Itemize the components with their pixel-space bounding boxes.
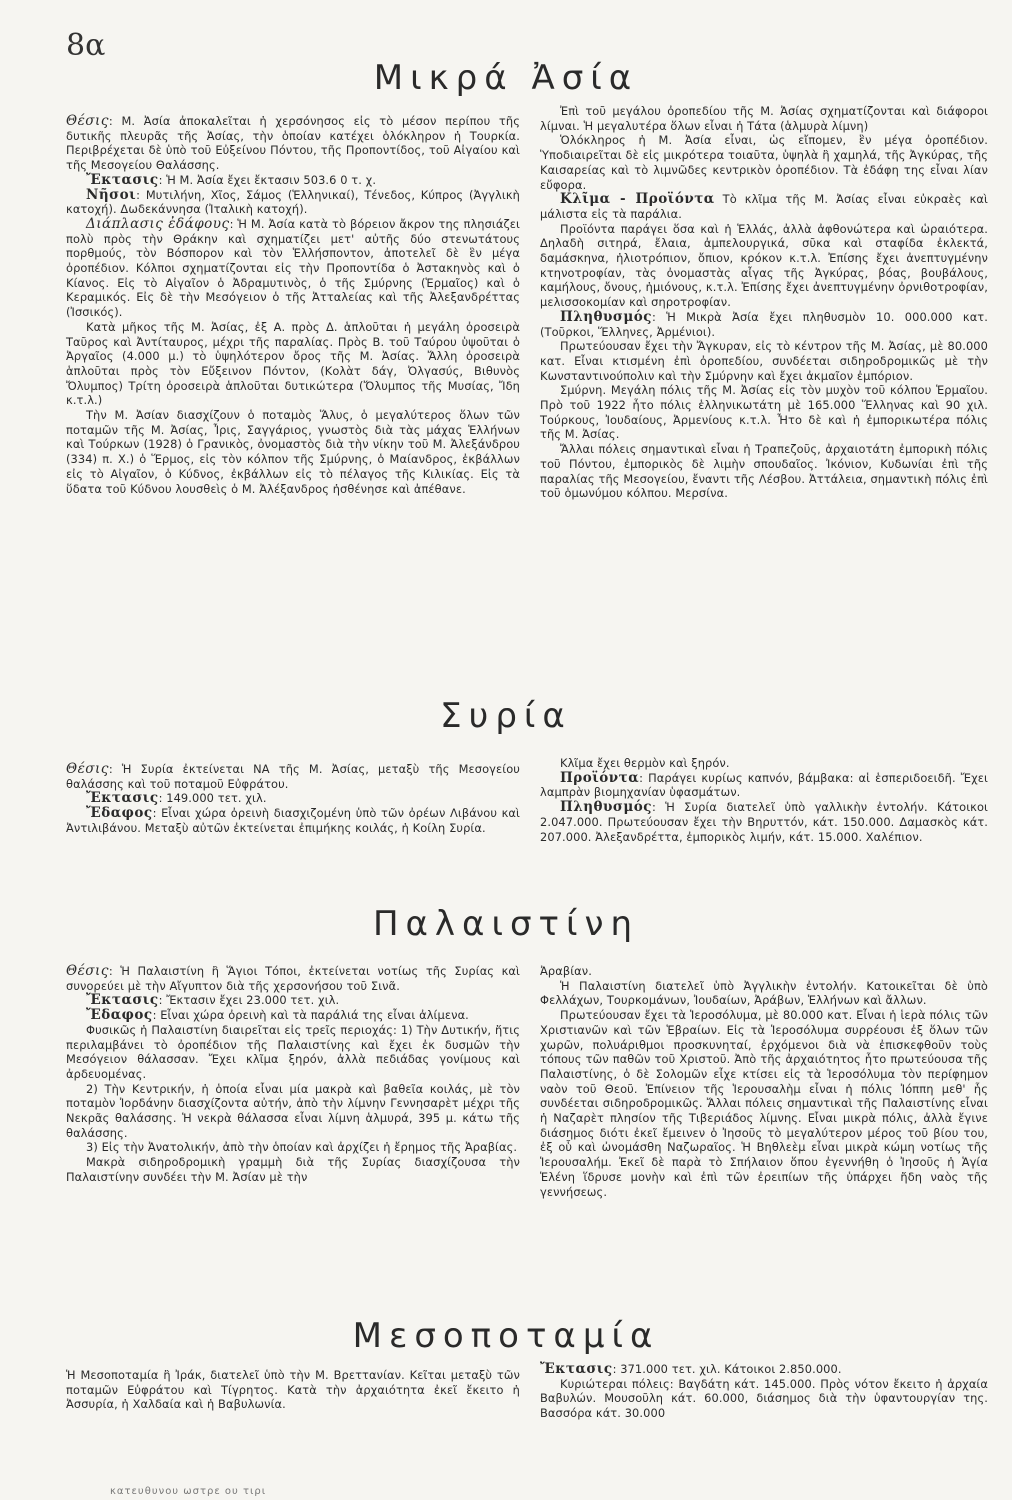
paragraph-text: Σμύρνη. Μεγάλη πόλις τῆς Μ. Ἀσίας εἰς τὸν μυχὸν τοῦ κόλπου Ἑρμαῖου. Πρὸ τοῦ 1922 ἦτο πόλις ἑλληνικωτάτη μὲ 165.000 Ἕλληνας καὶ 90 χιλ. Τούρκους, Ἰουδαίους, Ἀρμενίους κ.τ.λ. Ἦτο δὲ καὶ ἡ ἐμπορικωτέρα πόλις τῆς Μ. Ἀσίας. [540,383,988,442]
paragraph [540,1008,988,1199]
paragraph-heading: Ἔδαφος [86,805,153,822]
paragraph-text: Ἄλλαι πόλεις σημαντικαὶ εἶναι ἡ Τραπεζοῦς, ἀρχαιοτάτη ἐμπορικὴ πόλις τοῦ Πόντου, ἐμπορικὸς δὲ λιμὴν σπουδαῖος. Ἰκόνιον, Κυδωνίαι ἐπὶ τῆς παραλίας τῆς Μεσογείου, ἔναντι τῆς Λέσβου. Ἀττάλεια, σημαντικὴ πόλις ἐπὶ τοῦ ὁμωνύμου κόλπου. Μερσίνα. [540,442,988,501]
paragraph-text: Προϊόντα παράγει ὅσα καὶ ἡ Ἑλλάς, ἀλλὰ ἀφθονώτερα καὶ ὡραιότερα. Δηλαδὴ σιτηρά, ἔλαια, ἀμπελουργικά, σῦκα καὶ σταφίδα ἐκλεκτά, δαμάσκηνα, ἡλιοτρόπιον, ὄπιον, κρόκον κ.τ.λ. Ἐπίσης ἔχει ἀνεπτυγμένην κτηνοτροφίαν, τὰς ὀνομαστὰς αἶγας τῆς Ἀγκύρας, βόας, βουβάλους, καμήλους, ὄνους, ἡμιόνους, κ.τ.λ. Ἐπίσης ἔχει ἀνεπτυγμένην ὀρνιθοτροφίαν, μελισσοκομίαν καὶ σηροτροφίαν. [540,221,988,310]
paragraph [540,104,988,133]
paragraph [540,800,988,844]
paragraph-text: Ἡ Μεσοποταμία ἢ Ἰράκ, διατελεῖ ὑπὸ τὴν Μ. Βρεττανίαν. Κεῖται μεταξὺ τῶν ποταμῶν Εὐφράτου καὶ Τίγρητος. Κατὰ τὴν ἀρχαιότητα ἐκεῖ ἔκειτο ἡ Ἀσσυρία, ἡ Χαλδαία καὶ ἡ Βαβυλωνία. [66,1368,520,1412]
paragraph [66,806,520,835]
paragraph-text: Ἀραβίαν. [540,964,592,978]
paragraph [66,408,520,496]
paragraph-text: : 371.000 τετ. χιλ. Κάτοικοι 2.850.000. [612,1362,842,1376]
paragraph [66,964,520,993]
syria-right-column [540,756,988,844]
paragraph [66,1140,520,1155]
paragraph-text: : Μ. Ἀσία ἀποκαλεῖται ἡ χερσόνησος εἰς τὸ μέσον περίπου τῆς δυτικῆς πλευρᾶς τῆς Ἀσίας, τὴν ὁποίαν κατέχει ὁλόκληρον ἡ Τουρκία. Περιβρέχεται δὲ ὑπὸ τοῦ Εὐξείνου Πόντου, τῆς Προποντίδος, τοῦ Αἰγαίου καὶ τῆς Μεσογείου Θαλάσσης. [66,114,520,173]
mesopotamia-right-column [540,1362,988,1421]
paragraph-heading: Πληθυσμός [560,799,652,816]
paragraph-heading: Ἔκτασις [540,1361,613,1377]
paragraph-text: Κατὰ μῆκος τῆς Μ. Ἀσίας, ἐξ Α. πρὸς Δ. ἁπλοῦται ἡ μεγάλη ὀροσειρὰ Ταῦρος καὶ Ἀντίταυρος, μέχρι τῆς παραλίας. Πρὸς Β. τοῦ Ταύρου ὑψοῦται ὁ Ἀργαῖος (4.000 μ.) τὸ ὑψηλότερον ὄρος τῆς Μ. Ἀσίας. Ἄλλη ὀροσειρὰ ἁπλοῦται πρὸς τὸν Εὔξεινον Πόντον, (Κολὰτ δάγ, Ὀλγασύς, Βιθυνὸς Ὄλυμπος) Τρίτη ὀροσειρὰ ἁπλοῦται δυτικώτερα (Ὄλυμπος τῆς Μυσίας, Ἴδη κ.τ.λ.) [66,319,520,408]
paragraph-text: : Ἡ Μικρὰ Ἀσία ἔχει πληθυσμὸν 10. 000.000 κατ. (Τοῦρκοι, Ἕλληνες, Ἀρμένιοι). [540,309,988,339]
paragraph-heading: Θέσις [66,963,109,979]
paragraph [540,133,988,192]
paragraph-text: Τὴν Μ. Ἀσίαν διασχίζουν ὁ ποταμὸς Ἅλυς, ὁ μεγαλύτερος ὅλων τῶν ποταμῶν τῆς Μ. Ἀσίας, Ἶρις, Σαγγάριος, γνωστὸς διὰ τὰς μάχας Ἑλλήνων καὶ Τούρκων (1928) ὁ Γρανικὸς, ὀνομαστὸς διὰ τὴν νίκην τοῦ Μ. Ἀλεξάνδρου (334) π. Χ.) ὁ Ἕρμος, εἰς τὸν κόλπον τῆς Σμύρνης, ὁ Μαίανδρος, ἐκβάλλων εἰς τὸ Αἰγαῖον, ὁ Κύδνος, ἐκβάλλων εἰς τὸ πέλαγος τῆς Κιλικίας. Εἰς τὰ ὕδατα τοῦ Κύδνου λουσθεὶς ὁ Μ. Ἀλέξανδρος ἠσθένησε καὶ ἀπέθανε. [66,408,520,496]
paragraph-heading: Ἔκτασις [86,171,159,188]
paragraph-text: Μακρὰ σιδηροδρομικὴ γραμμὴ διὰ τῆς Συρίας διασχίζουσα τὴν Παλαιστίνην συνδέει τὴν Μ. Ἀσίαν μὲ τὴν [66,1155,520,1184]
mesopotamia-left-column [66,1368,520,1412]
paragraph-heading: Ἔδαφος [86,1007,153,1024]
title-syria: Συρία [440,696,572,736]
paragraph [66,114,520,173]
palaistini-left-column [66,964,520,1185]
paragraph [66,1368,520,1412]
trailing-text: κατευθυνου ωστρε ου τιρι [110,1486,267,1497]
paragraph [66,762,520,791]
paragraph-text: : Ἡ Συρία διατελεῖ ὑπὸ γαλλικὴν ἐντολήν. Κάτοικοι 2.047.000. Πρωτεύουσαν ἔχει τὴν Βηρυττόν, κάτ. 150.000. Δαμασκὸς κάτ. 207.000. Ἀλεξανδρέττα, ἐμπορικὸς λιμήν, κάτ. 15.000. Χαλέπιον. [540,800,988,844]
paragraph-heading: Νῆσοι [86,186,137,203]
paragraph [540,222,988,310]
page-number: 8α [66,28,106,63]
paragraph [540,979,988,1008]
paragraph [540,771,988,800]
paragraph-text: Πρωτεύουσαν ἔχει τὴν Ἄγκυραν, εἰς τὸ κέντρον τῆς Μ. Ἀσίας, μὲ 80.000 κατ. Εἶναι κτισμένη ἐπὶ ὀροπεδίου, συνδέεται σιδηροδρομικῶς μὲ τὴν Κωνσταντινούπολιν καὶ τὴν Σμύρνην καὶ ἔχει ἀκμαῖον ἐμπόριον. [540,339,988,383]
paragraph [540,383,988,442]
paragraph-heading: Διάπλασις ἐδάφους [86,215,230,232]
paragraph-heading: Ἔκτασις [86,790,159,807]
syria-left-column [66,762,520,836]
paragraph-text: : Εἶναι χώρα ὀρεινὴ καὶ τὰ παράλιά της εἶναι ἀλίμενα. [152,1008,469,1023]
mikra-asia-left-column [66,114,520,496]
paragraph [540,1362,988,1377]
paragraph-text: 2) Τὴν Κεντρικήν, ἡ ὁποία εἶναι μία μακρὰ καὶ βαθεῖα κοιλάς, μὲ τὸν ποταμὸν Ἰορδάνην διασχίζοντα αὐτήν, ἀπὸ τὴν λίμνην Γεννησαρὲτ μέχρι τῆς Νεκρᾶς θαλάσσης. Ἡ νεκρὰ θάλασσα εἶναι λίμνη ἁλμυρά, 395 μ. κάτω τῆς θαλάσσης. [66,1081,520,1140]
paragraph [540,964,988,979]
paragraph [66,188,520,217]
paragraph-heading: Κλῖμα - Προϊόντα [560,191,715,208]
palaistini-right-column [540,964,988,1199]
paragraph [540,339,988,383]
paragraph-heading: Προϊόντα [560,769,640,786]
paragraph-text: : Ἔκτασιν ἔχει 23.000 τετ. χιλ. [158,993,340,1008]
paragraph [66,1023,520,1082]
paragraph [66,1155,520,1184]
paragraph-text: Πρωτεύουσαν ἔχει τὰ Ἱεροσόλυμα, μὲ 80.000 κατ. Εἶναι ἡ ἱερὰ πόλις τῶν Χριστιανῶν καὶ τῶν Ἑβραίων. Εἰς τὰ Ἱεροσόλυμα συρρέουσι ἐξ ὅλων τῶν χωρῶν, πολυάριθμοι προσκυνηταί, ἐρχόμενοι διὰ νὰ ἐπισκεφθοῦν τοὺς τόπους τῶν παθῶν τοῦ Χριστοῦ. Ἀπὸ τῆς ἀρχαιότητος ἦτο πρωτεύουσα τῆς Παλαιστίνης, ὁ δὲ Σολομῶν εἶχε κτίσει εἰς τὰ Ἱεροσόλυμα τὸν περίφημον ναὸν τοῦ Θεοῦ. Ἐπίνειον τῆς Ἱερουσαλὴμ εἶναι ἡ πόλις Ἰόππη μεθ' ἧς συνδέεται σιδηροδρομικῶς. Ἄλλαι πόλεις σημαντικαὶ τῆς Παλαιστίνης εἶναι ἡ Ναζαρὲτ πλησίον τῆς Τιβεριάδος λίμνης. Εἶναι μικρὰ πόλις, ἀλλὰ ἔγινε διάσημος διότι ἐκεῖ ἔμεινεν ὁ Ἰησοῦς τὸ μεγαλύτερον μέρος τοῦ βίου του, ἐξ οὗ καὶ ὠνομάσθη Ναζωραῖος. Ἡ Βηθλεὲμ εἶναι μικρὰ κώμη νοτίως τῆς Ἱερουσαλήμ. Ἐκεῖ δὲ παρὰ τὸ Σπήλαιον ὅπου ἐγεννήθη ὁ Ἰησοῦς ἡ Ἁγία Ἑλένη ἵδρυσε μονὴν καὶ ἐπὶ τῶν ἐρειπίων τῆς ὑπάρχει ἤδη ναὸς τῆς γεννήσεως. [540,1008,988,1199]
paragraph [66,993,520,1008]
paragraph-text: Τὸ κλῖμα τῆς Μ. Ἀσίας εἶναι εὐκραὲς καὶ μάλιστα εἰς τὰ παράλια. [540,192,988,221]
paragraph [66,217,520,320]
paragraph [540,192,988,221]
paragraph-heading: Θέσις [66,761,109,777]
paragraph-text: : Ἡ Συρία ἐκτείνεται ΝΑ τῆς Μ. Ἀσίας, μεταξὺ τῆς Μεσογείου θαλάσσης καὶ τοῦ ποταμοῦ Εὐφράτου. [66,762,520,791]
paragraph-text: : Παράγει κυρίως καπνόν, βάμβακα: αἱ ἑσπεριδοειδῆ. Ἔχει λαμπρὰν βιομηχανίαν ὑφασμάτων. [540,770,988,800]
paragraph-text: Ἡ Παλαιστίνη διατελεῖ ὑπὸ Ἀγγλικὴν ἐντολήν. Κατοικεῖται δὲ ὑπὸ Φελλάχων, Τουρκομάνων, Ἰουδαίων, Ἀράβων, Ἑλλήνων καὶ ἄλλων. [540,978,988,1008]
paragraph-text: 3) Εἰς τὴν Ἀνατολικήν, ἀπὸ τὴν ὁποίαν καὶ ἀρχίζει ἡ ἔρημος τῆς Ἀραβίας. [86,1140,518,1155]
paragraph [540,756,988,771]
paragraph-text: : 149.000 τετ. χιλ. [158,791,267,806]
paragraph-heading: Θέσις [66,113,109,129]
paragraph [66,1082,520,1141]
paragraph-text: : Ἡ Μ. Ἀσία ἔχει ἔκτασιν 503.6 0 τ. χ. [158,172,377,187]
title-palaistini: Παλαιστίνη [372,904,640,944]
paragraph [66,791,520,806]
paragraph-text: : Μυτιλήνη, Χῖος, Σάμος (Ἑλληνικαί), Τένεδος, Κύπρος (Ἀγγλικὴ κατοχή). Δωδεκάννησα (Ἰταλικὴ κατοχή). [66,187,520,217]
paragraph-text: Κλῖμα ἔχει θερμὸν καὶ ξηρόν. [560,756,730,770]
paragraph-text: Ὁλόκληρος ἡ Μ. Ἀσία εἶναι, ὡς εἴπομεν, ἓν μέγα ὀροπέδιον. Ὑποδιαιρεῖται δὲ εἰς μικρότερα τοιαῦτα, ὑψηλὰ ἢ χαμηλά, τῆς Ἀγκύρας, τῆς Καισαρείας καὶ τὸ λιμνῶδες κεντρικὸν ὀροπέδιον. Τὰ ἐδάφη της εἶναι λίαν εὔφορα. [540,133,988,192]
paragraph-text: : Ἡ Μ. Ἀσία κατὰ τὸ βόρειον ἄκρον της πλησιάζει πολὺ πρὸς τὴν Θράκην καὶ σχηματίζει μετ' αὐτῆς δύο στενωτάτους πορθμούς, τὸν Βόσπορον καὶ τὸν Ἑλλήσποντον, ἀποτελεῖ δὲ ἓν μέγα ὀροπέδιον. Κόλποι σχηματίζονται εἰς τὴν Προποντίδα ὁ Ἀστακηνὸς καὶ ὁ Κίανος. Εἰς τὸ Αἰγαῖον ὁ Ἀδραμυτινὸς, ὁ τῆς Σμύρνης (Ἑρμαῖος) καὶ ὁ Κεραμικός. Εἰς δὲ τὴν Μεσόγειον ὁ τῆς Ἀτταλείας καὶ τῆς Ἀλεξανδρέττας (Ἰσσικός). [66,216,520,320]
paragraph-heading: Ἔκτασις [86,992,159,1009]
paragraph [66,320,520,408]
mikra-asia-right-column [540,104,988,501]
paragraph [540,1377,988,1421]
paragraph-text: : Ἡ Παλαιστίνη ἢ Ἅγιοι Τόποι, ἐκτείνεται νοτίως τῆς Συρίας καὶ συνορεύει μὲ τὴν Αἴγυπτον διὰ τῆς χερσονήσου τοῦ Σινᾶ. [66,964,520,993]
paragraph [540,442,988,501]
paragraph-text: Φυσικῶς ἡ Παλαιστίνη διαιρεῖται εἰς τρεῖς περιοχάς: 1) Τὴν Δυτικήν, ἥτις περιλαμβάνει τὸ ὀροπέδιον τῆς Παλαιστίνης καὶ ἔχει ἐκ δυσμῶν τὴν Μεσόγειον θάλασσαν. Ἔχει κλῖμα ξηρόν, ἀλλὰ πεδιάδας γονίμους καὶ ἀρδευομένας. [66,1022,520,1081]
paragraph [66,1008,520,1023]
title-mesopotamia: Μεσοποταμία [352,1316,660,1356]
paragraph [66,173,520,188]
paragraph-text: Κυριώτεραι πόλεις: Βαγδάτη κάτ. 145.000. Πρὸς νότον ἔκειτο ἡ ἀρχαία Βαβυλών. Μουσοῦλη κάτ. 60.000, διάσημος διὰ τὴν ὑφαντουργίαν της. Βασσόρα κάτ. 30.000 [540,1376,988,1421]
paragraph-text: : Εἶναι χώρα ὀρεινὴ διασχιζομένη ὑπὸ τῶν ὀρέων Λιβάνου καὶ Ἀντιλιβάνου. Μεταξὺ αὐτῶν ἐκτείνεται ἐπιμήκης κοιλάς, ἡ Κοίλη Συρία. [66,806,520,835]
paragraph [540,310,988,339]
title-mikra-asia: Μικρά Ἀσία [373,58,639,98]
paragraph-heading: Πληθυσμός [560,308,652,325]
paragraph-text: Ἐπὶ τοῦ μεγάλου ὀροπεδίου τῆς Μ. Ἀσίας σχηματίζονται καὶ διάφοροι λίμναι. Ἡ μεγαλυτέρα ὅλων εἶναι ἡ Τάτα (ἁλμυρὰ λίμνη) [540,104,988,133]
